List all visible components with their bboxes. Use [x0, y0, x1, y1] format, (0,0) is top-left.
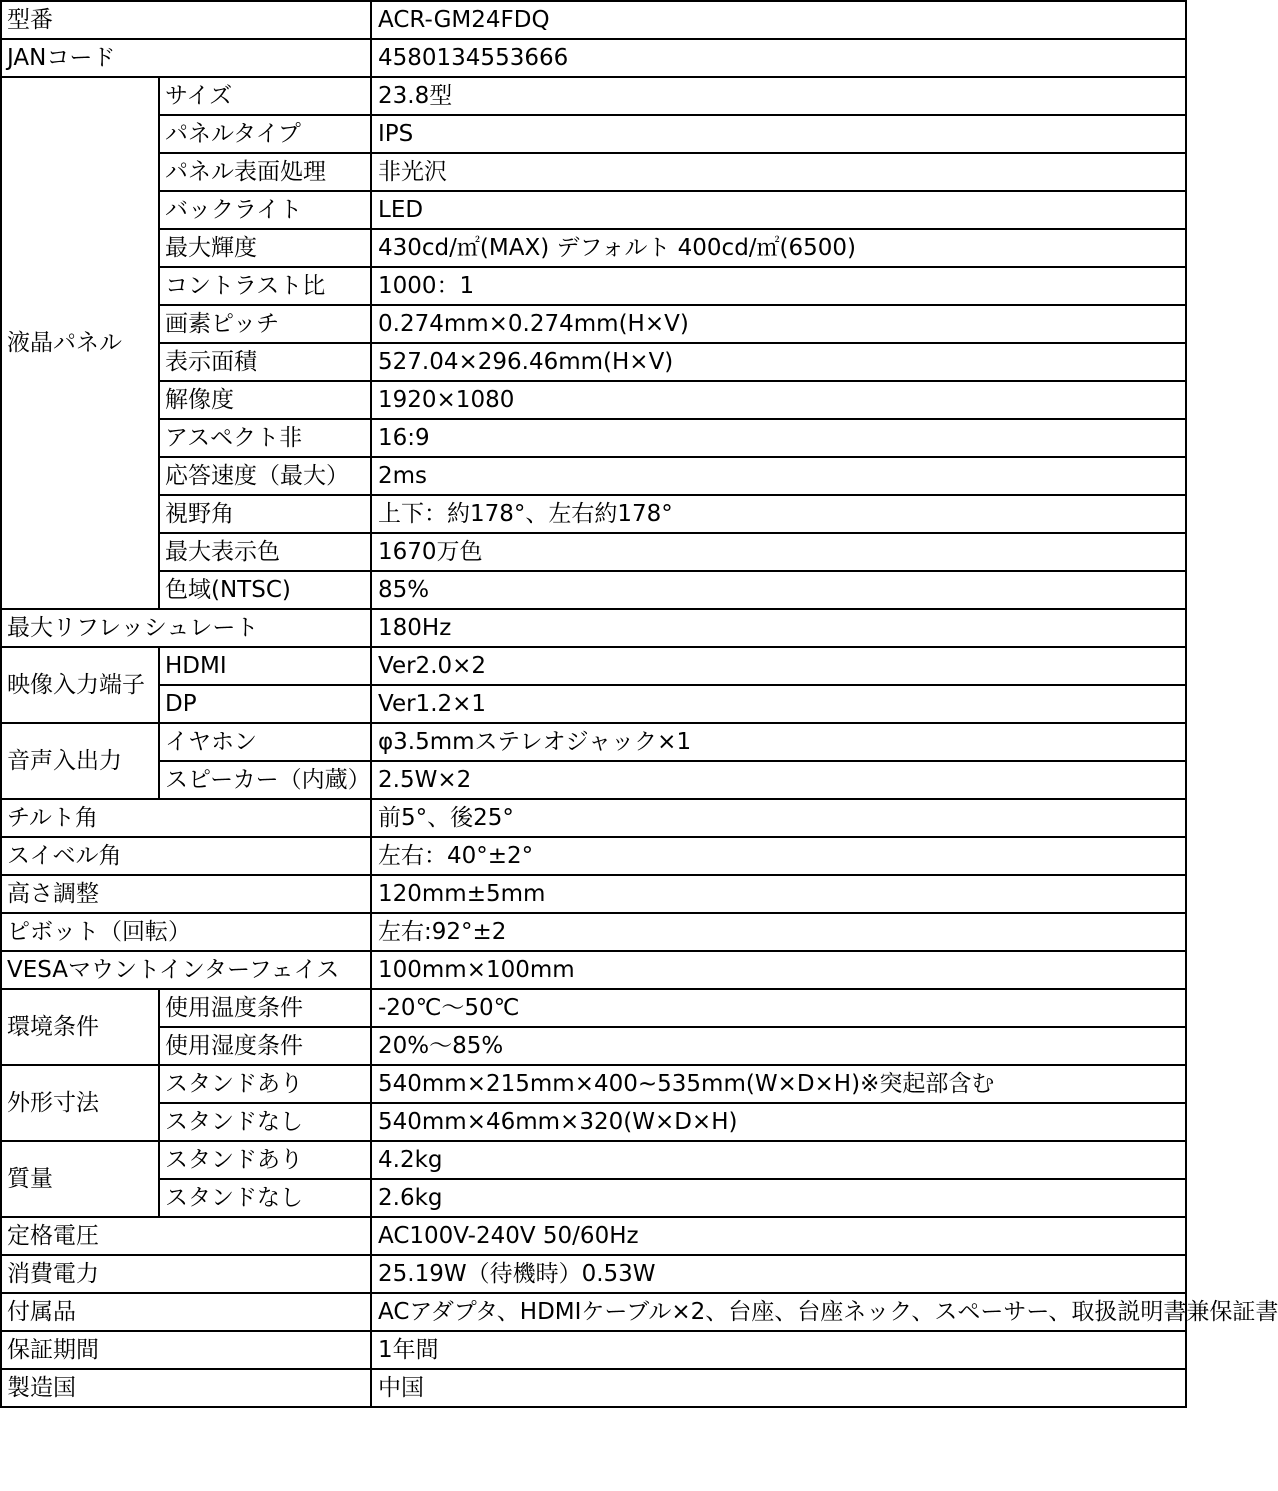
spec-sublabel: 表示面積	[159, 343, 371, 381]
spec-sublabel: イヤホン	[159, 723, 371, 761]
spec-value: IPS	[371, 115, 1186, 153]
spec-value: ACR-GM24FDQ	[371, 1, 1186, 39]
table-row	[1, 533, 1186, 571]
table-row	[1, 1369, 1186, 1407]
spec-group-label: 外形寸法	[1, 1065, 159, 1141]
spec-group-label: 環境条件	[1, 989, 159, 1065]
spec-label: JANコード	[1, 39, 371, 77]
spec-label: 型番	[1, 1, 371, 39]
table-row	[1, 229, 1186, 267]
table-row	[1, 305, 1186, 343]
spec-label: VESAマウントインターフェイス	[1, 951, 371, 989]
spec-label: 付属品	[1, 1293, 371, 1331]
spec-sublabel: パネル表面処理	[159, 153, 371, 191]
spec-value: AC100V-240V 50/60Hz	[371, 1217, 1186, 1255]
spec-group-label: 質量	[1, 1141, 159, 1217]
table-row	[1, 1, 1186, 39]
spec-sublabel: 最大表示色	[159, 533, 371, 571]
table-row	[1, 1255, 1186, 1293]
spec-label: 保証期間	[1, 1331, 371, 1369]
table-row	[1, 1065, 1186, 1103]
spec-sublabel: アスペクト非	[159, 419, 371, 457]
table-row	[1, 647, 1186, 685]
spec-value: 1年間	[371, 1331, 1186, 1369]
table-row	[1, 115, 1186, 153]
spec-sublabel: スタンドなし	[159, 1103, 371, 1141]
spec-value: Ver1.2×1	[371, 685, 1186, 723]
spec-value: 25.19W（待機時）0.53W	[371, 1255, 1186, 1293]
spec-value: 中国	[371, 1369, 1186, 1407]
table-row	[1, 381, 1186, 419]
table-row	[1, 77, 1186, 115]
table-row	[1, 495, 1186, 533]
table-row	[1, 837, 1186, 875]
spec-value: 非光沢	[371, 153, 1186, 191]
spec-value: 527.04×296.46mm(H×V)	[371, 343, 1186, 381]
spec-group-label: 液晶パネル	[1, 77, 159, 609]
spec-label: 最大リフレッシュレート	[1, 609, 371, 647]
table-row	[1, 267, 1186, 305]
spec-sublabel: スタンドあり	[159, 1065, 371, 1103]
spec-sublabel: スピーカー（内蔵）	[159, 761, 371, 799]
table-row	[1, 419, 1186, 457]
spec-sublabel: パネルタイプ	[159, 115, 371, 153]
spec-value: 1000：1	[371, 267, 1186, 305]
spec-sublabel: 応答速度（最大）	[159, 457, 371, 495]
table-row	[1, 191, 1186, 229]
table-row	[1, 1293, 1186, 1331]
spec-value: Ver2.0×2	[371, 647, 1186, 685]
spec-value: 4580134553666	[371, 39, 1186, 77]
table-row	[1, 609, 1186, 647]
spec-value: 2ms	[371, 457, 1186, 495]
spec-label: 消費電力	[1, 1255, 371, 1293]
spec-group-label: 映像入力端子	[1, 647, 159, 723]
table-row	[1, 951, 1186, 989]
spec-sublabel: 画素ピッチ	[159, 305, 371, 343]
spec-sublabel: バックライト	[159, 191, 371, 229]
spec-value: 85%	[371, 571, 1186, 609]
spec-value: 前5°、後25°	[371, 799, 1186, 837]
spec-value: 23.8型	[371, 77, 1186, 115]
spec-value: ACアダプタ、HDMIケーブル×2、台座、台座ネック、スペーサー、取扱説明書兼保証書	[371, 1293, 1186, 1331]
spec-value: -20℃～50℃	[371, 989, 1186, 1027]
spec-sublabel: スタンドあり	[159, 1141, 371, 1179]
spec-sublabel: 使用湿度条件	[159, 1027, 371, 1065]
spec-value: 16:9	[371, 419, 1186, 457]
spec-value: 1670万色	[371, 533, 1186, 571]
spec-value: 上下：約178°、左右約178°	[371, 495, 1186, 533]
spec-sublabel: 使用温度条件	[159, 989, 371, 1027]
table-row	[1, 913, 1186, 951]
spec-value: 120mm±5mm	[371, 875, 1186, 913]
table-row	[1, 153, 1186, 191]
table-row	[1, 875, 1186, 913]
spec-sublabel: コントラスト比	[159, 267, 371, 305]
spec-value: 540mm×215mm×400~535mm(W×D×H)※突起部含む	[371, 1065, 1186, 1103]
table-row	[1, 457, 1186, 495]
table-row	[1, 39, 1186, 77]
spec-value: 4.2kg	[371, 1141, 1186, 1179]
table-row	[1, 1027, 1186, 1065]
spec-value: 2.6kg	[371, 1179, 1186, 1217]
spec-value: 1920×1080	[371, 381, 1186, 419]
table-row	[1, 989, 1186, 1027]
table-row	[1, 343, 1186, 381]
spec-label: ピボット（回転）	[1, 913, 371, 951]
spec-value: 100mm×100mm	[371, 951, 1186, 989]
spec-value: 20%～85%	[371, 1027, 1186, 1065]
spec-value: 左右：40°±2°	[371, 837, 1186, 875]
table-row	[1, 723, 1186, 761]
spec-sublabel: DP	[159, 685, 371, 723]
spec-sublabel: 色域(NTSC)	[159, 571, 371, 609]
spec-sublabel: HDMI	[159, 647, 371, 685]
table-row	[1, 799, 1186, 837]
spec-value: φ3.5mmステレオジャック×1	[371, 723, 1186, 761]
spec-label: 製造国	[1, 1369, 371, 1407]
spec-label: 定格電圧	[1, 1217, 371, 1255]
table-row	[1, 1179, 1186, 1217]
spec-sublabel: 解像度	[159, 381, 371, 419]
spec-value: 540mm×46mm×320(W×D×H)	[371, 1103, 1186, 1141]
table-row	[1, 761, 1186, 799]
spec-value: 430cd/㎡(MAX) デフォルト 400cd/㎡(6500)	[371, 229, 1186, 267]
spec-sublabel: 視野角	[159, 495, 371, 533]
table-row	[1, 571, 1186, 609]
table-row	[1, 1141, 1186, 1179]
spec-label: スイベル角	[1, 837, 371, 875]
spec-value: LED	[371, 191, 1186, 229]
spec-sublabel: スタンドなし	[159, 1179, 371, 1217]
spec-value: 2.5W×2	[371, 761, 1186, 799]
table-row	[1, 685, 1186, 723]
spec-sublabel: 最大輝度	[159, 229, 371, 267]
spec-label: 高さ調整	[1, 875, 371, 913]
table-row	[1, 1331, 1186, 1369]
spec-group-label: 音声入出力	[1, 723, 159, 799]
spec-sublabel: サイズ	[159, 77, 371, 115]
spec-value: 0.274mm×0.274mm(H×V)	[371, 305, 1186, 343]
spec-label: チルト角	[1, 799, 371, 837]
table-row	[1, 1217, 1186, 1255]
spec-value: 左右:92°±2	[371, 913, 1186, 951]
table-row	[1, 1103, 1186, 1141]
spec-value: 180Hz	[371, 609, 1186, 647]
